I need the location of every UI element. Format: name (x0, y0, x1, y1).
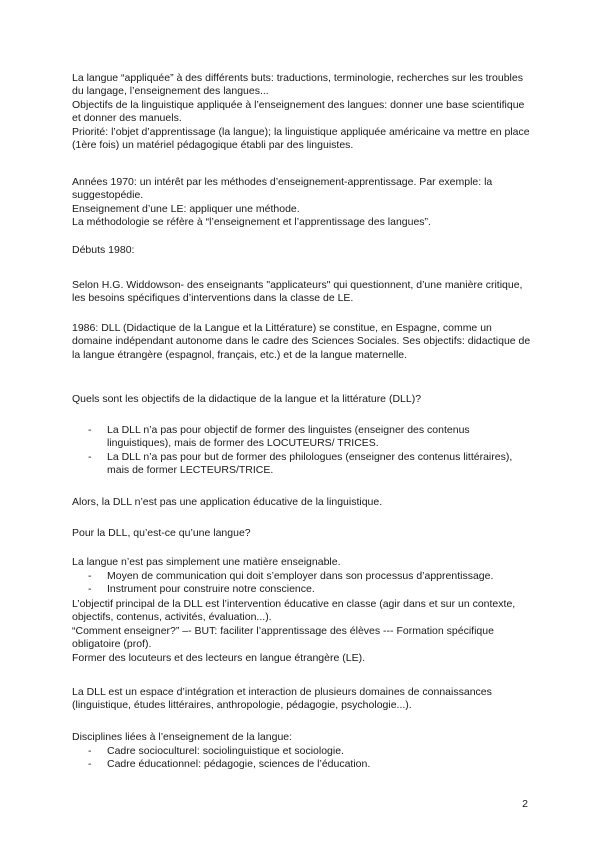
section-language-def (72, 556, 532, 569)
paragraph: La langue “appliquée” à des différents buts: traductions, terminologie, recherches sur les troubles du langage, l’enseignement des langues... (72, 72, 523, 98)
dash-bullet: - (88, 583, 92, 596)
paragraph: Pour la DLL, qu’est-ce qu’une langue? (72, 527, 251, 539)
section-disciplines (72, 731, 532, 744)
section-1970s (72, 176, 532, 230)
section-1980s-heading (72, 244, 532, 257)
list-item: - Cadre éducationnel: pédagogie, sciences de l’éducation. (88, 758, 371, 771)
paragraph: Enseignement d’une LE: appliquer une méthode. (72, 202, 300, 215)
paragraph: Années 1970: un intérêt par les méthodes d’enseignement-apprentissage. Par exemple: la suggestopédie. (72, 176, 493, 202)
language-list (88, 570, 528, 597)
paragraph: 1986: DLL (Didactique de la Langue et la Littérature) se constitue, en Espagne, comme un domaine indépendant autonome dans le cadre des Sciences Sociales. Ses objectifs: didactique de la langue étrangère (espagnol, français, etc.) et de la langue maternelle. (72, 322, 531, 361)
list-item: - La DLL n’a pas pour but de former des philologues (enseigner des contenus littéraires), mais de former LECTEURS/TRICE. (88, 450, 513, 477)
section-objective (72, 598, 532, 665)
paragraph: “Comment enseigner?” –- BUT: faciliter l’apprentissage des élèves --- Formation spécifique obligatoire (prof). (72, 624, 494, 651)
dash-bullet: - (88, 450, 92, 463)
dash-bullet: - (88, 570, 92, 582)
paragraph: Selon H.G. Widdowson- des enseignants "applicateurs" qui questionnent, d’une manière critique, les besoins spécifiques d’interventions dans la classe de LE. (72, 279, 523, 305)
disciplines-list (88, 745, 528, 772)
paragraph: La méthodologie se réfère à “l’enseignement et l’apprentissage des langues”. (72, 216, 431, 229)
dash-bullet: - (88, 745, 92, 757)
section-applied-linguistics (72, 72, 532, 152)
dash-bullet: - (88, 758, 92, 771)
list-item: - Moyen de communication qui doit s’employer dans son processus d’apprentissage. (88, 570, 494, 582)
list-item: - Instrument pour construire notre conscience. (88, 583, 315, 596)
section-conclusion (72, 496, 532, 509)
paragraph: L’objectif principal de la DLL est l’intervention éducative en classe (agir dans et sur un contexte, objectifs, contenus, activités, évaluation...). (72, 598, 516, 624)
dash-bullet: - (88, 424, 92, 436)
list-item: - Cadre socioculturel: sociolinguistique et sociologie. (88, 745, 344, 757)
paragraph: Alors, la DLL n’est pas une application éducative de la linguistique. (72, 496, 383, 508)
section-widdowson (72, 279, 532, 306)
paragraph: Disciplines liées à l’enseignement de la langue: (72, 731, 293, 743)
paragraph: Objectifs de la linguistique appliquée à l’enseignement des langues: donner une base scientifique et donner des manuels. (72, 98, 525, 125)
page-number: 2 (522, 798, 528, 810)
paragraph: La DLL est un espace d’intégration et interaction de plusieurs domaines de connaissances (linguistique, études littéraires, anthropologie, pédagogie, psychologie...). (72, 686, 492, 712)
paragraph: Priorité: l’objet d’apprentissage (la langue); la linguistique appliquée américaine va mettre en place (1ère fois) un matériel pédagogique établi par des linguistes. (72, 125, 530, 152)
list-item: - La DLL n’a pas pour objectif de former des linguistes (enseigner des contenus linguistiques), mais de former des LOCUTEURS/ TRICES. (88, 424, 470, 450)
section-1986 (72, 322, 532, 362)
section-question (72, 393, 532, 406)
section-integration (72, 686, 532, 713)
paragraph: La langue n’est pas simplement une matière enseignable. (72, 556, 341, 568)
objectives-list (88, 424, 528, 478)
paragraph: Former des locuteurs et des lecteurs en langue étrangère (LE). (72, 651, 365, 664)
paragraph: Quels sont les objectifs de la didactique de la langue et la littérature (DLL)? (72, 393, 422, 405)
paragraph: Débuts 1980: (72, 244, 135, 256)
section-what-is-language (72, 527, 532, 540)
